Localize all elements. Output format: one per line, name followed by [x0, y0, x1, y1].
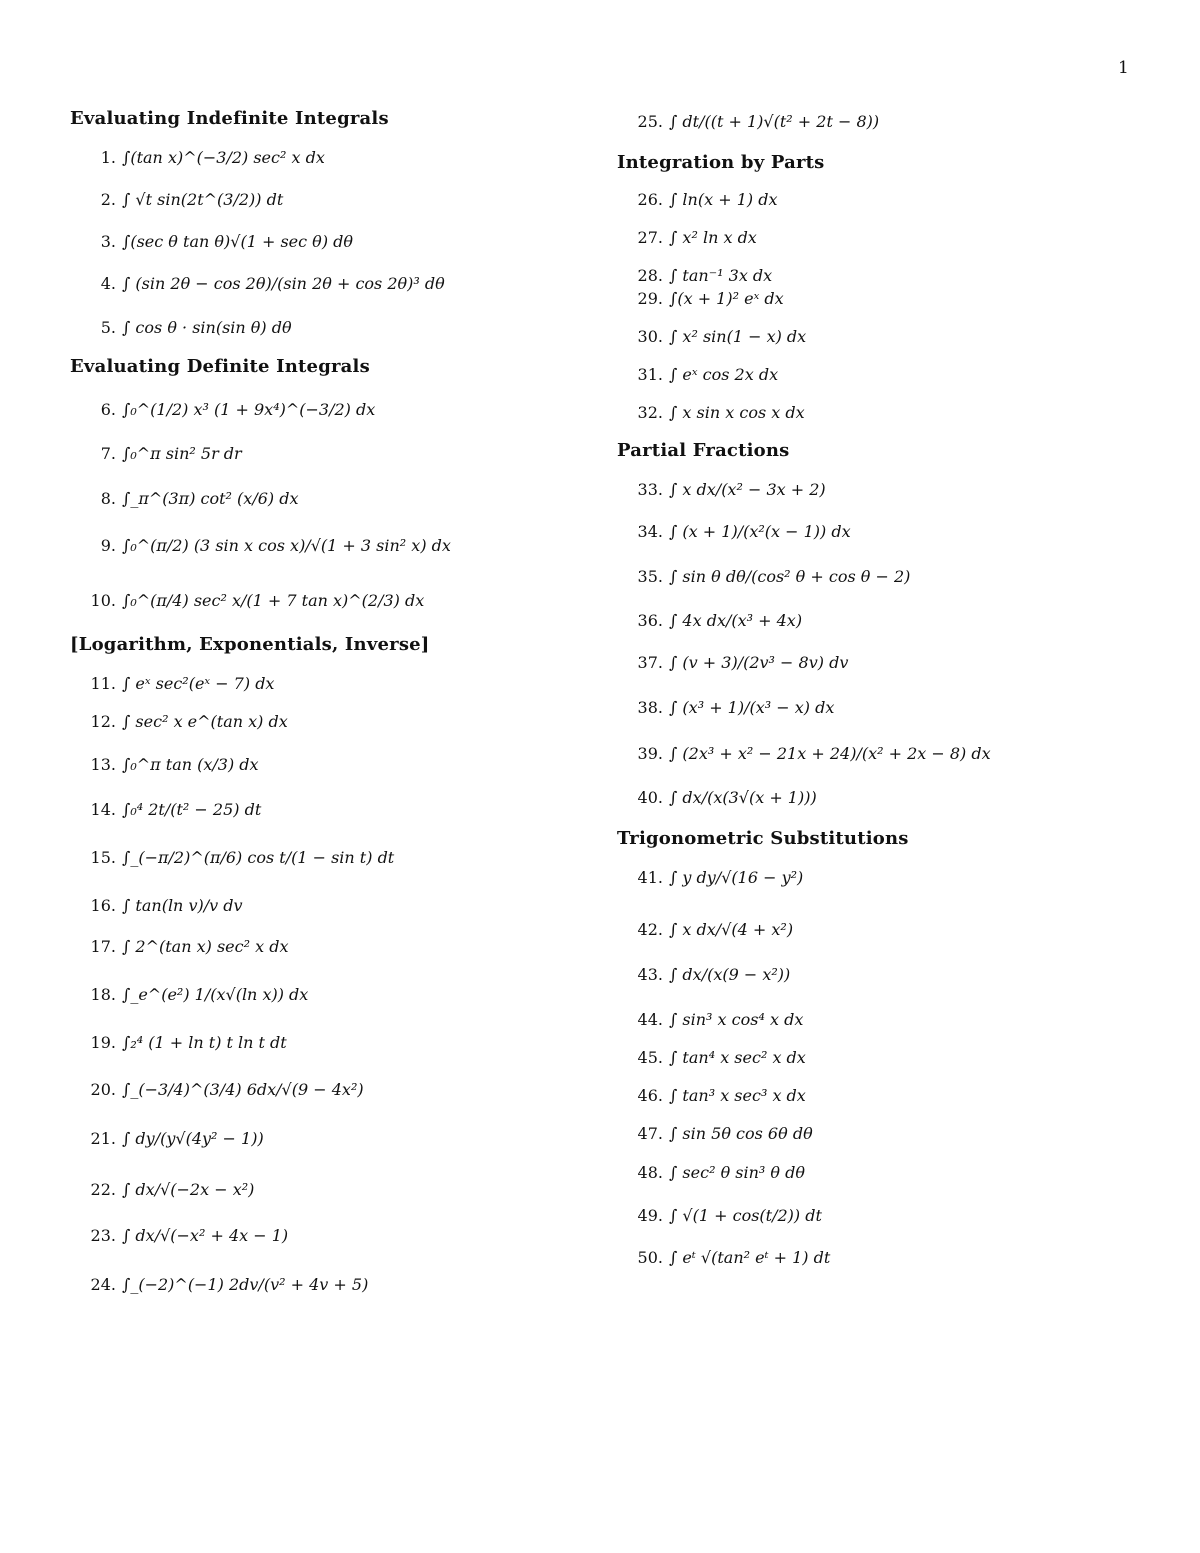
problem-item: [617, 266, 772, 285]
problem-expression: ∫ (x³ + 1)/(x³ − x) dx: [669, 698, 835, 717]
problem-item: [70, 755, 259, 774]
problem-expression: ∫ x² ln x dx: [669, 228, 757, 247]
problem-expression: ∫ tan³ x sec³ x dx: [669, 1086, 806, 1105]
problem-number: 45.: [637, 1048, 663, 1067]
problem-number: 23.: [90, 1226, 116, 1245]
problem-number: 20.: [90, 1080, 116, 1099]
problem-number: 7.: [100, 444, 116, 463]
section-title-trig-substitutions: Trigonometric Substitutions: [617, 828, 909, 849]
problem-number: 26.: [637, 190, 663, 209]
problem-expression: ∫_(−π/2)^(π/6) cos t/(1 − sin t) dt: [122, 848, 395, 867]
problem-item: [617, 1248, 830, 1267]
problem-expression: ∫ ln(x + 1) dx: [669, 190, 778, 209]
problem-item: [617, 653, 848, 672]
problem-item: [70, 1226, 288, 1245]
problem-number: 47.: [637, 1124, 663, 1143]
problem-number: 19.: [90, 1033, 116, 1052]
problem-number: 27.: [637, 228, 663, 247]
problem-item: [70, 800, 261, 819]
problem-number: 12.: [90, 712, 116, 731]
problem-number: 5.: [100, 318, 116, 337]
problem-number: 29.: [637, 289, 663, 308]
problem-number: 36.: [637, 611, 663, 630]
problem-expression: ∫_e^(e²) 1/(x√(ln x)) dx: [122, 985, 309, 1004]
problem-number: 31.: [637, 365, 663, 384]
problem-expression: ∫ eˣ cos 2x dx: [669, 365, 779, 384]
problem-expression: ∫ sin 5θ cos 6θ dθ: [669, 1124, 813, 1143]
problem-number: 37.: [637, 653, 663, 672]
problem-item: [617, 1010, 803, 1029]
problem-expression: ∫(sec θ tan θ)√(1 + sec θ) dθ: [122, 232, 354, 251]
problem-number: 13.: [90, 755, 116, 774]
problem-number: 38.: [637, 698, 663, 717]
problem-expression: ∫_(−3/4)^(3/4) 6dx/√(9 − 4x²): [122, 1080, 364, 1099]
problem-number: 49.: [637, 1206, 663, 1225]
problem-expression: ∫₀^π tan (x/3) dx: [122, 755, 259, 774]
section-title-definite: Evaluating Definite Integrals: [70, 356, 370, 377]
problem-item: [617, 1048, 806, 1067]
problem-number: 44.: [637, 1010, 663, 1029]
problem-item: [70, 232, 353, 251]
problem-item: [617, 788, 817, 807]
problem-expression: ∫ tan(ln v)/v dv: [122, 896, 243, 915]
problem-expression: ∫ dx/√(−x² + 4x − 1): [122, 1226, 289, 1245]
problem-number: 33.: [637, 480, 663, 499]
problem-number: 16.: [90, 896, 116, 915]
problem-expression: ∫ y dy/√(16 − y²): [669, 868, 804, 887]
problem-number: 34.: [637, 522, 663, 541]
problem-expression: ∫_π^(3π) cot² (x/6) dx: [122, 489, 299, 508]
problem-number: 39.: [637, 744, 663, 763]
problem-expression: ∫₀^π sin² 5r dr: [122, 444, 242, 463]
problem-number: 46.: [637, 1086, 663, 1105]
problem-expression: ∫_(−2)^(−1) 2dv/(v² + 4v + 5): [122, 1275, 369, 1294]
problem-expression: ∫ x sin x cos x dx: [669, 403, 805, 422]
problem-number: 1.: [100, 148, 116, 167]
problem-expression: ∫₀^(1/2) x³ (1 + 9x⁴)^(−3/2) dx: [122, 400, 376, 419]
problem-item: [70, 400, 375, 419]
problem-item: [70, 985, 308, 1004]
problem-item: [70, 274, 445, 293]
problem-number: 43.: [637, 965, 663, 984]
problem-item: [70, 1129, 264, 1148]
problem-expression: ∫ dx/(x(9 − x²)): [669, 965, 791, 984]
problem-number: 50.: [637, 1248, 663, 1267]
problem-item: [70, 1180, 254, 1199]
problem-item: [617, 1124, 813, 1143]
problem-number: 22.: [90, 1180, 116, 1199]
problem-item: [617, 1086, 806, 1105]
problem-item: [617, 365, 778, 384]
problem-item: [70, 489, 298, 508]
problem-number: 42.: [637, 920, 663, 939]
problem-item: [70, 712, 288, 731]
problem-number: 41.: [637, 868, 663, 887]
problem-number: 11.: [90, 674, 116, 693]
problem-number: 18.: [90, 985, 116, 1004]
section-title-log-exp-inverse: [Logarithm, Exponentials, Inverse]: [70, 634, 430, 655]
section-title-parts: Integration by Parts: [617, 152, 825, 173]
problem-expression: ∫ x dx/(x² − 3x + 2): [669, 480, 826, 499]
problem-item: [70, 1033, 287, 1052]
problem-item: [617, 403, 805, 422]
problem-number: 14.: [90, 800, 116, 819]
problem-item: [617, 190, 777, 209]
problem-item: [70, 1080, 364, 1099]
problem-item: [70, 674, 274, 693]
problem-expression: ∫₂⁴ (1 + ln t) t ln t dt: [122, 1033, 287, 1052]
problem-item: [617, 611, 802, 630]
problem-item: [70, 190, 283, 209]
problem-expression: ∫₀^(π/2) (3 sin x cos x)/√(1 + 3 sin² x) dx: [122, 536, 451, 555]
problem-number: 48.: [637, 1163, 663, 1182]
problem-item: [70, 937, 288, 956]
problem-number: 3.: [100, 232, 116, 251]
section-title-partial-fractions: Partial Fractions: [617, 440, 790, 461]
problem-expression: ∫ tan⁻¹ 3x dx: [669, 266, 773, 285]
problem-item: [617, 965, 790, 984]
problem-number: 24.: [90, 1275, 116, 1294]
problem-item: [70, 896, 243, 915]
problem-number: 30.: [637, 327, 663, 346]
problem-expression: ∫ sec² θ sin³ θ dθ: [669, 1163, 806, 1182]
problem-expression: ∫ sec² x e^(tan x) dx: [122, 712, 288, 731]
problem-number: 35.: [637, 567, 663, 586]
page-number: 1: [1118, 58, 1129, 78]
problem-number: 2.: [100, 190, 116, 209]
problem-expression: ∫ x dx/√(4 + x²): [669, 920, 794, 939]
problem-item: [70, 848, 394, 867]
problem-number: 40.: [637, 788, 663, 807]
problem-number: 15.: [90, 848, 116, 867]
problem-expression: ∫ √(1 + cos(t/2)) dt: [669, 1206, 822, 1225]
problem-number: 21.: [90, 1129, 116, 1148]
problem-item: [617, 112, 879, 131]
problem-number: 32.: [637, 403, 663, 422]
problem-item: [70, 444, 242, 463]
problem-item: [70, 591, 424, 610]
problem-expression: ∫ dx/√(−2x − x²): [122, 1180, 255, 1199]
problem-expression: ∫ (2x³ + x² − 21x + 24)/(x² + 2x − 8) dx: [669, 744, 991, 763]
problem-expression: ∫ √t sin(2t^(3/2)) dt: [122, 190, 284, 209]
problem-expression: ∫ (x + 1)/(x²(x − 1)) dx: [669, 522, 851, 541]
problem-number: 25.: [637, 112, 663, 131]
problem-number: 17.: [90, 937, 116, 956]
problem-expression: ∫ (sin 2θ − cos 2θ)/(sin 2θ + cos 2θ)³ dθ: [122, 274, 445, 293]
problem-expression: ∫(x + 1)² eˣ dx: [669, 289, 784, 308]
problem-expression: ∫ 2^(tan x) sec² x dx: [122, 937, 289, 956]
problem-number: 9.: [100, 536, 116, 555]
problem-number: 8.: [100, 489, 116, 508]
problem-item: [617, 480, 826, 499]
problem-item: [70, 148, 325, 167]
problem-item: [617, 1163, 805, 1182]
problem-item: [617, 228, 757, 247]
problem-number: 28.: [637, 266, 663, 285]
problem-number: 10.: [90, 591, 116, 610]
problem-item: [617, 920, 793, 939]
problem-item: [70, 536, 451, 555]
problem-expression: ∫(tan x)^(−3/2) sec² x dx: [122, 148, 325, 167]
problem-expression: ∫ dy/(y√(4y² − 1)): [122, 1129, 264, 1148]
problem-item: [617, 1206, 822, 1225]
problem-expression: ∫ 4x dx/(x³ + 4x): [669, 611, 803, 630]
problem-item: [70, 1275, 368, 1294]
problem-expression: ∫ x² sin(1 − x) dx: [669, 327, 807, 346]
problem-expression: ∫ dt/((t + 1)√(t² + 2t − 8)): [669, 112, 880, 131]
problem-item: [617, 522, 851, 541]
problem-item: [617, 698, 834, 717]
problem-number: 4.: [100, 274, 116, 293]
problem-item: [617, 868, 803, 887]
problem-item: [617, 744, 991, 763]
problem-expression: ∫ sin θ dθ/(cos² θ + cos θ − 2): [669, 567, 911, 586]
problem-item: [617, 327, 806, 346]
problem-expression: ∫ tan⁴ x sec² x dx: [669, 1048, 806, 1067]
problem-expression: ∫₀⁴ 2t/(t² − 25) dt: [122, 800, 262, 819]
problem-expression: ∫ eˣ sec²(eˣ − 7) dx: [122, 674, 275, 693]
problem-expression: ∫ sin³ x cos⁴ x dx: [669, 1010, 804, 1029]
problem-expression: ∫ (v + 3)/(2v³ − 8v) dv: [669, 653, 849, 672]
problem-expression: ∫₀^(π/4) sec² x/(1 + 7 tan x)^(2/3) dx: [122, 591, 425, 610]
problem-number: 6.: [100, 400, 116, 419]
problem-expression: ∫ eᵗ √(tan² eᵗ + 1) dt: [669, 1248, 831, 1267]
problem-expression: ∫ dx/(x(3√(x + 1))): [669, 788, 817, 807]
problem-item: [617, 567, 910, 586]
problem-item: [70, 318, 292, 337]
section-title-indefinite: Evaluating Indefinite Integrals: [70, 108, 389, 129]
problem-item: [617, 289, 784, 308]
problem-expression: ∫ cos θ · sin(sin θ) dθ: [122, 318, 292, 337]
